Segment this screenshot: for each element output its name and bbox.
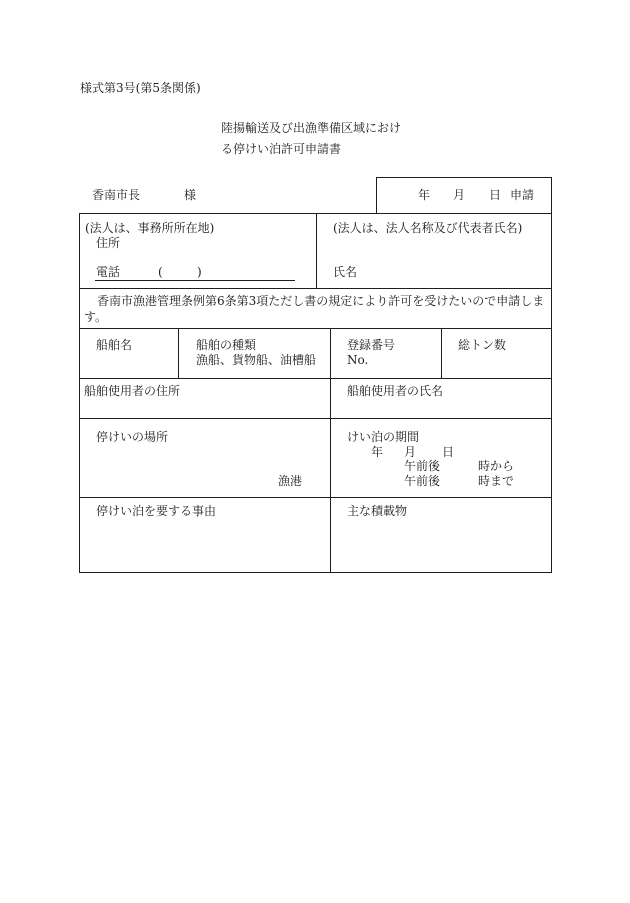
vessel-user-name-cell <box>330 378 552 419</box>
vessel-type-options: 漁船、貨物船、油槽船 <box>196 353 317 367</box>
addressee-name: 香南市長 <box>92 188 141 202</box>
vessel-user-address-cell <box>79 378 331 419</box>
phone-underline <box>95 280 295 281</box>
period-from-ampm: 午前後 <box>404 459 441 473</box>
applicant-name-label: 氏名 <box>333 265 358 279</box>
statement-line: す。 <box>84 310 108 324</box>
period-month-label: 月 <box>404 445 417 459</box>
vessel-name-cell <box>79 328 179 379</box>
vessel-name-label: 船舶名 <box>96 338 133 352</box>
fishing-port-suffix: 漁港 <box>278 474 303 488</box>
main-cargo-cell <box>330 497 552 573</box>
period-from-suffix: 時から <box>478 459 515 473</box>
mooring-place-label: 停けいの場所 <box>96 430 169 444</box>
period-to-suffix: 時まで <box>478 474 515 488</box>
form-title-line: る停けい泊許可申請書 <box>221 142 342 156</box>
period-year-label: 年 <box>371 445 384 459</box>
date-day-label: 日 <box>489 188 502 202</box>
registration-number-cell <box>330 328 442 379</box>
phone-close-paren: ) <box>197 265 202 279</box>
main-cargo-label: 主な積載物 <box>347 504 408 518</box>
mooring-place-cell <box>79 418 331 498</box>
registration-number-prefix: No. <box>347 353 369 367</box>
applicant-address-label: 住所 <box>96 236 121 250</box>
gross-tonnage-cell <box>441 328 552 379</box>
applicant-address-note: (法人は、事務所所在地) <box>85 221 215 235</box>
form-title-line: 陸揚輸送及び出漁準備区域におけ <box>221 121 402 135</box>
date-suffix: 申請 <box>510 188 535 202</box>
period-to-ampm: 午前後 <box>404 474 441 488</box>
statement-cell <box>79 288 552 329</box>
vessel-user-address-label: 船舶使用者の住所 <box>84 384 181 398</box>
mooring-reason-cell <box>79 497 331 573</box>
addressee-honorific: 様 <box>184 188 197 202</box>
mooring-period-cell <box>330 418 552 498</box>
applicant-address-cell <box>79 213 317 289</box>
mooring-reason-label: 停けい泊を要する事由 <box>96 504 217 518</box>
applicant-name-note: (法人は、法人名称及び代表者氏名) <box>333 221 523 235</box>
mooring-period-label: けい泊の期間 <box>347 430 420 444</box>
gross-tonnage-label: 総トン数 <box>458 338 507 352</box>
registration-number-label: 登録番号 <box>347 338 396 352</box>
applicant-phone-label: 電話 <box>96 265 121 279</box>
vessel-user-name-label: 船舶使用者の氏名 <box>347 384 444 398</box>
form-number: 様式第3号(第5条関係) <box>80 81 201 95</box>
date-month-label: 月 <box>453 188 466 202</box>
applicant-name-cell <box>316 213 552 289</box>
period-day-label: 日 <box>442 445 455 459</box>
phone-open-paren: ( <box>158 265 163 279</box>
statement-line: 香南市漁港管理条例第6条第3項ただし書の規定により許可を受けたいので申請しま <box>97 294 545 308</box>
vessel-type-cell <box>178 328 331 379</box>
date-year-label: 年 <box>418 188 431 202</box>
vessel-type-label: 船舶の種類 <box>196 338 257 352</box>
application-date-box <box>376 177 552 214</box>
